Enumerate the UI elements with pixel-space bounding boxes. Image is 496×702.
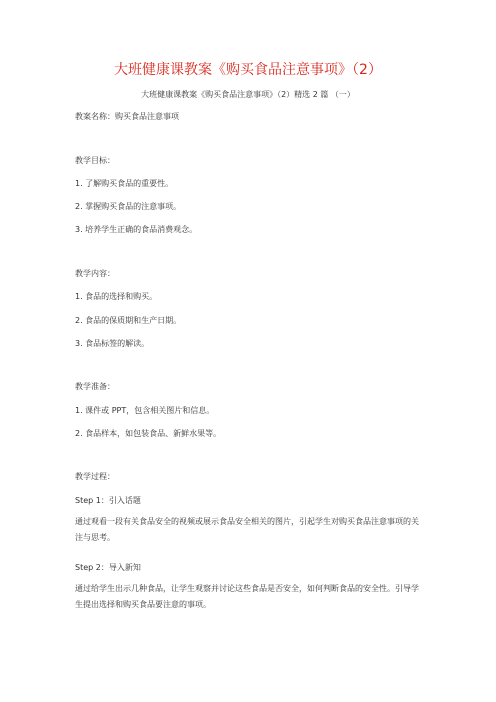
- objective-item: 3. 培养学生正确的食品消费观念。: [75, 225, 198, 234]
- document-title: 大班健康课教案《购买食品注意事项》（2）: [114, 62, 382, 78]
- content-heading: 教学内容：: [75, 269, 115, 278]
- objectives-heading: 教学目标：: [75, 156, 115, 165]
- lesson-name: 教案名称：购买食品注意事项: [75, 112, 179, 121]
- content-item: 3. 食品标签的解读。: [75, 339, 150, 348]
- document-subtitle: 大班健康课教案《购买食品注意事项》（2）精选 2 篇 （一）: [141, 90, 355, 99]
- preparation-item: 2. 食品样本，如包装食品、新鲜水果等。: [75, 429, 222, 438]
- process-heading: 教学过程：: [75, 472, 115, 481]
- process-step-text: 通过给学生出示几种食品，让学生观察并讨论这些食品是否安全，如何判断食品的安全性。引导学生提出选择和购买食品要注意的事项。: [75, 584, 419, 609]
- process-step-title: Step 2：导入新知: [75, 563, 141, 572]
- preparation-heading: 教学准备：: [75, 382, 115, 391]
- content-item: 1. 食品的选择和购买。: [75, 292, 158, 301]
- process-step-text: 通过观看一段有关食品安全的视频或展示食品安全相关的图片，引起学生对购买食品注意事项的关注与思考。: [75, 517, 419, 542]
- content-item: 2. 食品的保质期和生产日期。: [75, 316, 182, 325]
- process-step-title: Step 1：引入话题: [75, 496, 141, 505]
- objective-item: 2. 掌握购买食品的注意事项。: [75, 202, 182, 211]
- preparation-item: 1. 课件或 PPT，包含相关图片和信息。: [75, 406, 215, 415]
- objective-item: 1. 了解购买食品的重要性。: [75, 179, 174, 188]
